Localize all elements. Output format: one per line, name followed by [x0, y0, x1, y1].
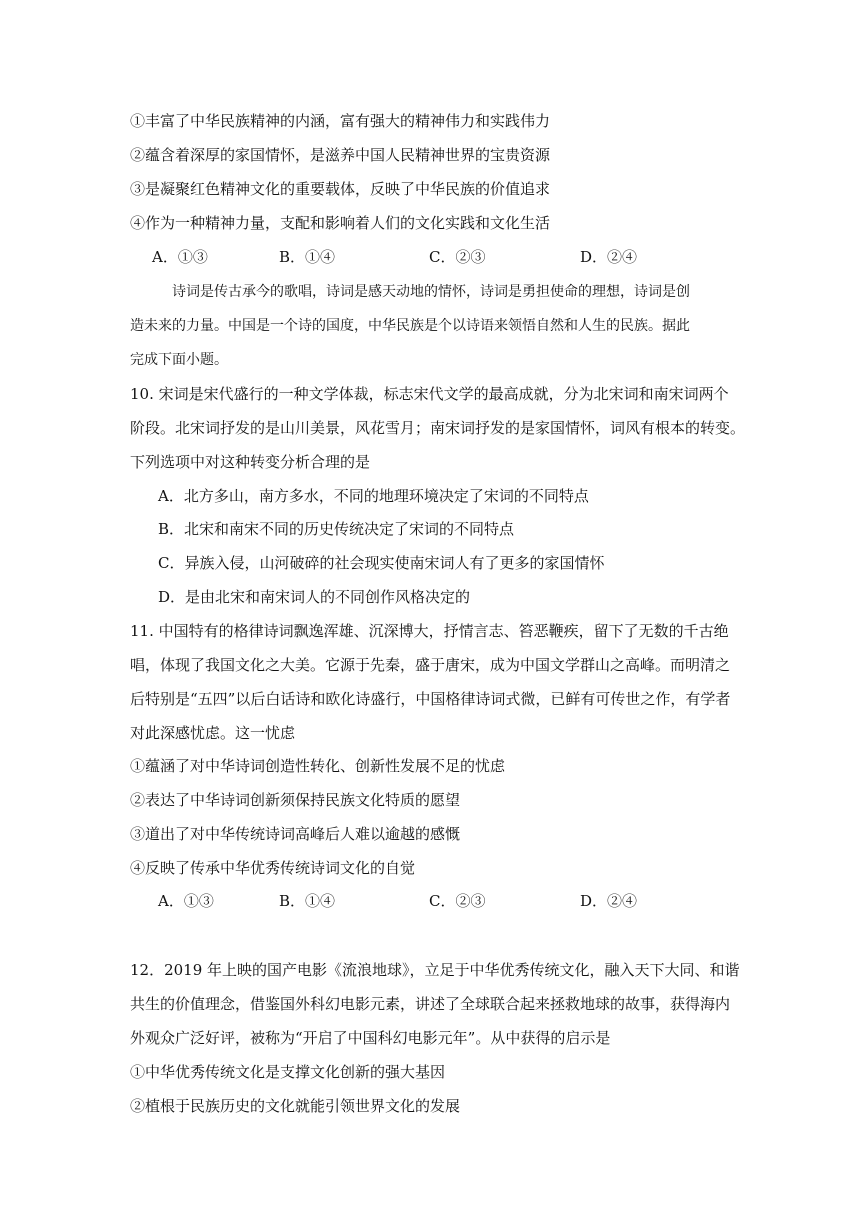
- q11-stem-1: 11. 中国特有的格律诗词飘逸浑雄、沉深博大，抒情言志、笞恶鞭疾，留下了无数的千古绝: [130, 622, 729, 640]
- q9-option-b: B．①④: [279, 248, 336, 266]
- q11-option-a: A．①③: [158, 892, 214, 910]
- q11-item-4: ④反映了传承中华优秀传统诗词文化的自觉: [130, 859, 416, 877]
- q10-option-a: A．北方多山，南方多水，不同的地理环境决定了宋词的不同特点: [158, 487, 589, 505]
- q11-stem-2: 唱，体现了我国文化之大美。它源于先秦，盛于唐宋，成为中国文学群山之高峰。而明清之: [130, 656, 731, 674]
- q9-option-c: C．②③: [429, 248, 486, 266]
- q9-option-a: A．①③: [152, 248, 208, 266]
- q9-item-3: ③是凝聚红色精神文化的重要载体，反映了中华民族的价值追求: [130, 180, 551, 198]
- q11-stem-4: 对此深感忧虑。这一忧虑: [130, 724, 296, 742]
- q11-option-c: C．②③: [429, 892, 486, 910]
- q10-stem-1: 10. 宋词是宋代盛行的一种文学体裁，标志宋代文学的最高成就，分为北宋词和南宋词两个: [130, 385, 729, 403]
- q11-item-3: ③道出了对中华传统诗词高峰后人难以逾越的感慨: [130, 825, 461, 843]
- passage-line-2: 造未来的力量。中国是一个诗的国度，中华民族是个以诗语来领悟自然和人生的民族。据此: [130, 318, 690, 334]
- q12-item-2: ②植根于民族历史的文化就能引领世界文化的发展: [130, 1097, 461, 1115]
- q10-option-b: B．北宋和南宋不同的历史传统决定了宋词的不同特点: [158, 520, 515, 538]
- q12-stem-2: 共生的价值理念，借鉴国外科幻电影元素，讲述了全球联合起来拯救地球的故事，获得海内: [130, 995, 731, 1013]
- q9-item-2: ②蕴含着深厚的家国情怀，是滋养中国人民精神世界的宝贵资源: [130, 146, 551, 164]
- q11-item-2: ②表达了中华诗词创新须保持民族文化特质的愿望: [130, 791, 461, 809]
- q12-stem-3: 外观众广泛好评，被称为“开启了中国科幻电影元年”。从中获得的启示是: [130, 1029, 611, 1047]
- q9-item-1: ①丰富了中华民族精神的内涵，富有强大的精神伟力和实践伟力: [130, 112, 551, 130]
- passage-line-3: 完成下面小题。: [130, 352, 228, 368]
- q12-item-1: ①中华优秀传统文化是支撑文化创新的强大基因: [130, 1063, 446, 1081]
- q11-stem-3: 后特别是“五四”以后白话诗和欧化诗盛行，中国格律诗词式微，已鲜有可传世之作，有学者: [130, 690, 731, 708]
- q11-option-d: D．②④: [580, 892, 638, 910]
- q10-option-d: D．是由北宋和南宋词人的不同创作风格决定的: [158, 588, 471, 606]
- passage-line-1: 诗词是传古承今的歌唱，诗词是感天动地的情怀，诗词是勇担使命的理想，诗词是创: [172, 284, 690, 300]
- q11-option-b: B．①④: [279, 892, 336, 910]
- q10-stem-3: 下列选项中对这种转变分析合理的是: [130, 453, 371, 471]
- q10-option-c: C．异族入侵，山河破碎的社会现实使南宋词人有了更多的家国情怀: [158, 554, 605, 572]
- q9-item-4: ④作为一种精神力量，支配和影响着人们的文化实践和文化生活: [130, 214, 551, 232]
- q10-stem-2: 阶段。北宋词抒发的是山川美景，风花雪月；南宋词抒发的是家国情怀，词风有根本的转变。: [130, 419, 746, 437]
- q11-item-1: ①蕴涵了对中华诗词创造性转化、创新性发展不足的忧虑: [130, 757, 506, 775]
- q12-stem-1: 12．2019 年上映的国产电影《流浪地球》，立足于中华优秀传统文化，融入天下大同、和谐: [130, 961, 740, 979]
- q9-option-d: D．②④: [580, 248, 638, 266]
